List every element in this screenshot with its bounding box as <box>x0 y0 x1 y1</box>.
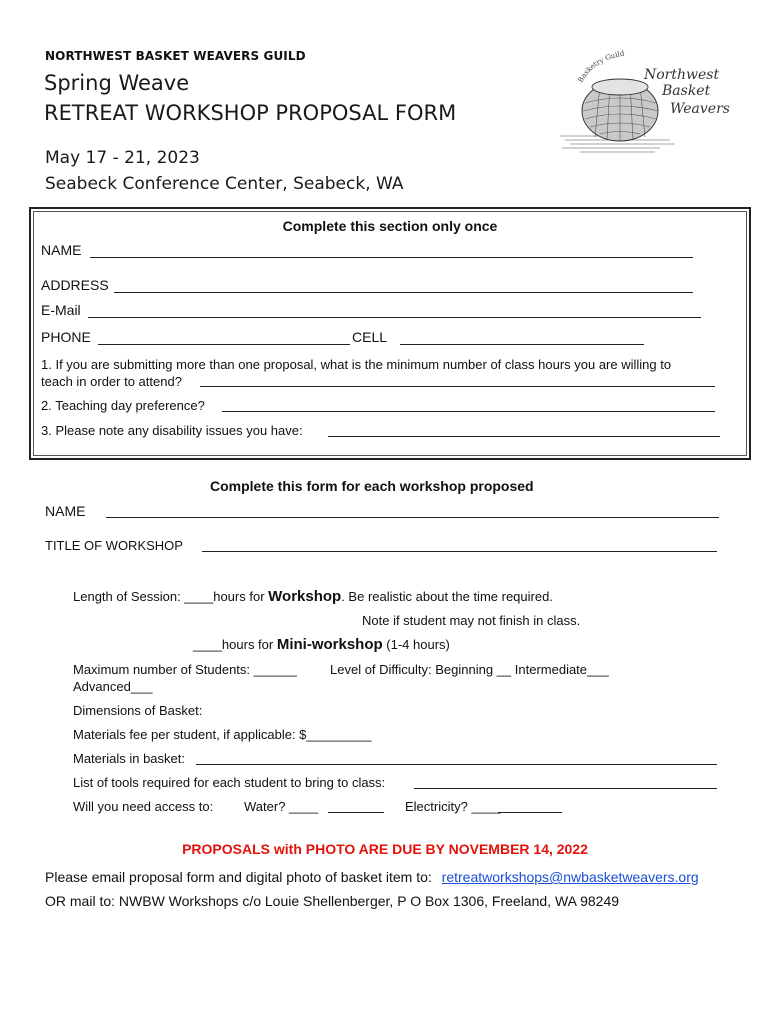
workshop-title-field[interactable] <box>202 551 717 552</box>
submission-email-link[interactable]: retreatworkshops@nwbasketweavers.org <box>441 869 699 885</box>
materials-basket-field[interactable] <box>196 764 717 765</box>
workshop-title-label: TITLE OF WORKSHOP <box>45 538 183 553</box>
guild-logo <box>560 45 730 160</box>
question2: 2. Teaching day preference? <box>41 398 205 413</box>
name-field[interactable] <box>90 257 693 258</box>
workshop-name-field[interactable] <box>106 517 719 518</box>
phone-field[interactable] <box>98 344 350 345</box>
question1-line1: 1. If you are submitting more than one proposal, what is the minimum number of class hours you are willing to <box>41 357 672 372</box>
email-label: E-Mail <box>41 302 81 318</box>
dimensions-label: Dimensions of Basket: <box>73 703 203 718</box>
cell-label: CELL <box>352 329 388 345</box>
logo-text-weavers: Weavers <box>670 101 730 117</box>
logo-text-northwest: Northwest <box>644 67 720 83</box>
form-title-line1: Spring Weave <box>44 71 190 95</box>
name-label: NAME <box>41 242 82 258</box>
workshop-name-label: NAME <box>45 503 86 519</box>
electricity-field[interactable] <box>498 812 562 813</box>
section2-heading: Complete this form for each workshop proposed <box>210 478 534 494</box>
section1-heading: Complete this section only once <box>282 218 498 234</box>
max-students-text: Maximum number of Students: ______ <box>73 662 298 677</box>
email-field[interactable] <box>88 317 701 318</box>
logo-arc-text: Basketry Guild <box>576 49 625 84</box>
materials-basket-label: Materials in basket: <box>73 751 185 766</box>
event-venue: Seabeck Conference Center, Seabeck, WA <box>45 174 404 194</box>
water-label: Water? ____ <box>244 799 318 814</box>
min-class-hours-field[interactable] <box>200 386 715 387</box>
teaching-day-field[interactable] <box>222 411 715 412</box>
event-dates: May 17 - 21, 2023 <box>45 148 200 168</box>
tools-label: List of tools required for each student to bring to class: <box>73 775 386 790</box>
guild-name: NORTHWEST BASKET WEAVERS GUILD <box>45 49 306 63</box>
email-instructions: Please email proposal form and digital photo of basket item to: retreatworkshops@nwbasketweavers.org <box>45 869 699 885</box>
finish-note: Note if student may not finish in class. <box>362 613 581 628</box>
materials-fee-text: Materials fee per student, if applicable: $_________ <box>73 727 372 742</box>
difficulty-text: Level of Difficulty: Beginning __ Intermediate___ <box>330 662 609 677</box>
contact-section-inner-border <box>33 211 747 456</box>
address-field[interactable] <box>114 292 693 293</box>
advanced-text: Advanced___ <box>73 679 153 694</box>
form-title-line2: RETREAT WORKSHOP PROPOSAL FORM <box>44 101 457 125</box>
phone-label: PHONE <box>41 329 91 345</box>
access-label: Will you need access to: <box>73 799 214 814</box>
tools-field[interactable] <box>414 788 717 789</box>
logo-text-basket: Basket <box>662 83 711 99</box>
mail-instructions: OR mail to: NWBW Workshops c/o Louie Shellenberger, P O Box 1306, Freeland, WA 98249 <box>45 893 620 909</box>
mini-workshop-text: ____hours for Mini-workshop (1-4 hours) <box>193 636 450 653</box>
address-label: ADDRESS <box>41 277 109 293</box>
electricity-label: Electricity? ____ <box>405 799 501 814</box>
disability-field[interactable] <box>328 436 720 437</box>
question3: 3. Please note any disability issues you have: <box>41 423 303 438</box>
cell-field[interactable] <box>400 344 644 345</box>
question1-line2: teach in order to attend? <box>41 374 182 389</box>
water-field[interactable] <box>328 812 384 813</box>
session-length-text: Length of Session: ____hours for Workshop. Be realistic about the time required. <box>73 588 553 605</box>
due-date-notice: PROPOSALS with PHOTO ARE DUE BY NOVEMBER 14, 2022 <box>182 841 588 857</box>
